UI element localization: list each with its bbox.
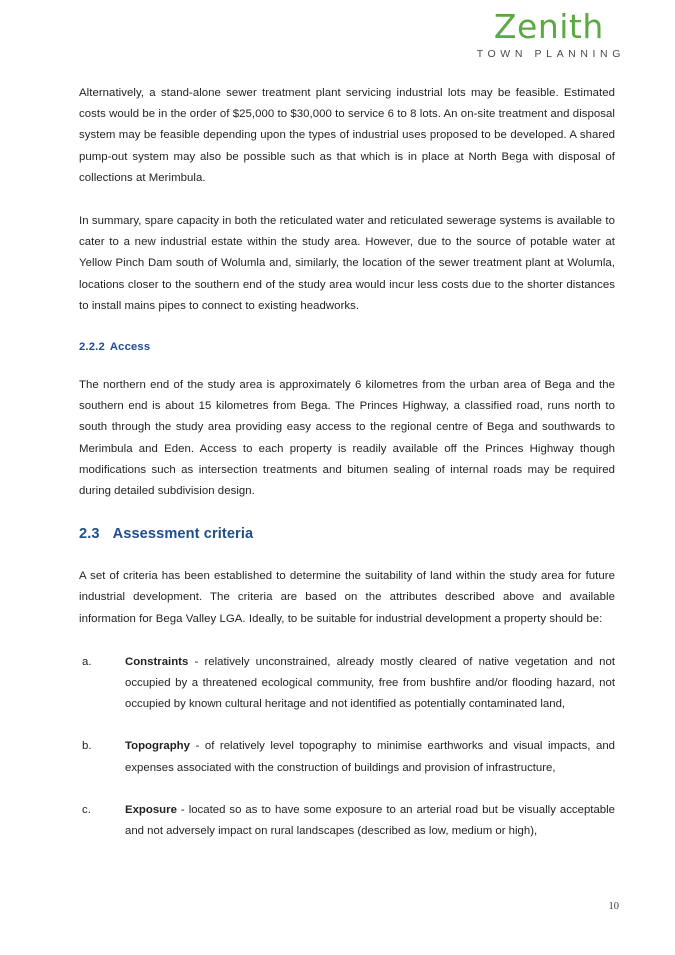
paragraph-access: The northern end of the study area is approximately 6 kilometres from the urban area of Bega and the southern end is about 15 kilometres from Bega. The Princes Highway, a classified road, runs north to south through the study area providing easy access to the regional centre of Bega and southwards to Merimbula and Eden. Access to each property is readily available off the Princes Highway though modifications such as intersection treatments and bitumen sealing of internal roads may be required during detailed subdivision design. — [79, 379, 615, 498]
list-item-marker: c. — [82, 803, 91, 816]
list-item — [79, 652, 615, 716]
heading-section-2-2-2 — [79, 339, 615, 355]
paragraph-summary-capacity: In summary, spare capacity in both the reticulated water and reticulated sewerage systems is available to cater to a new industrial estate within the study area. However, due to the source of potable water at Yellow Pinch Dam south of Wolumla and, similarly, the location of the sewer treatment plant at Wolumla, locations closer to the southern end of the study area would incur less costs due to the shorter distances to install mains pipes to connect to existing headworks. — [79, 215, 615, 312]
zenith-logo — [473, 7, 625, 60]
list-item-text: - of relatively level topography to minimise earthworks and visual impacts, and expenses associated with the construction of buildings and provision of infrastructure, — [125, 740, 615, 774]
list-item — [79, 800, 615, 842]
list-item-marker: b. — [82, 740, 92, 753]
heading-title: Access — [109, 341, 151, 354]
criteria-list — [79, 652, 615, 842]
list-item-text: - relatively unconstrained, already mostly cleared of native vegetation and not occupied by a threatened ecological community, free from bushfire and/or flooding hazard, not occupied by known cultural heritage and not identified as potentially contaminated land, — [125, 655, 615, 711]
page-number: 10 — [608, 901, 619, 912]
heading-number: 2.2.2 — [79, 341, 105, 354]
list-item — [79, 736, 615, 778]
list-item-text: - located so as to have some exposure to an arterial road but be visually acceptable and not adversely impact on rural landscapes (described as low, medium or high), — [125, 803, 615, 838]
paragraph-assessment-criteria-intro: A set of criteria has been established to determine the suitability of land within the study area for future industrial development. The criteria are based on the attributes described above and available information for Bega Valley LGA. Ideally, to be suitable for industrial development a property should be: — [79, 570, 615, 625]
logo-tagline: TOWN PLANNING — [476, 47, 625, 60]
heading-title: Assessment criteria — [112, 526, 254, 543]
list-item-marker: a. — [82, 655, 92, 668]
paragraph-sewer-treatment: Alternatively, a stand-alone sewer treatment plant servicing industrial lots may be feasible. Estimated costs would be in the order of $25,000 to $30,000 to service 6 to 8 lots. An on-site treatment and disposal system may be feasible depending upon the types of industrial uses proposed to be developed. A shared pump-out system may also be possible such as that which is in place at North Bega with disposal of collections at Merimbula. — [79, 87, 615, 184]
list-item-term: Exposure — [125, 803, 177, 816]
page-header — [0, 0, 675, 70]
list-item-term: Constraints — [125, 655, 189, 668]
document-content — [79, 83, 615, 863]
list-item-term: Topography — [125, 740, 190, 753]
heading-section-2-3 — [79, 524, 615, 544]
logo-wordmark: Zenith — [493, 7, 604, 46]
heading-number: 2.3 — [79, 526, 100, 543]
